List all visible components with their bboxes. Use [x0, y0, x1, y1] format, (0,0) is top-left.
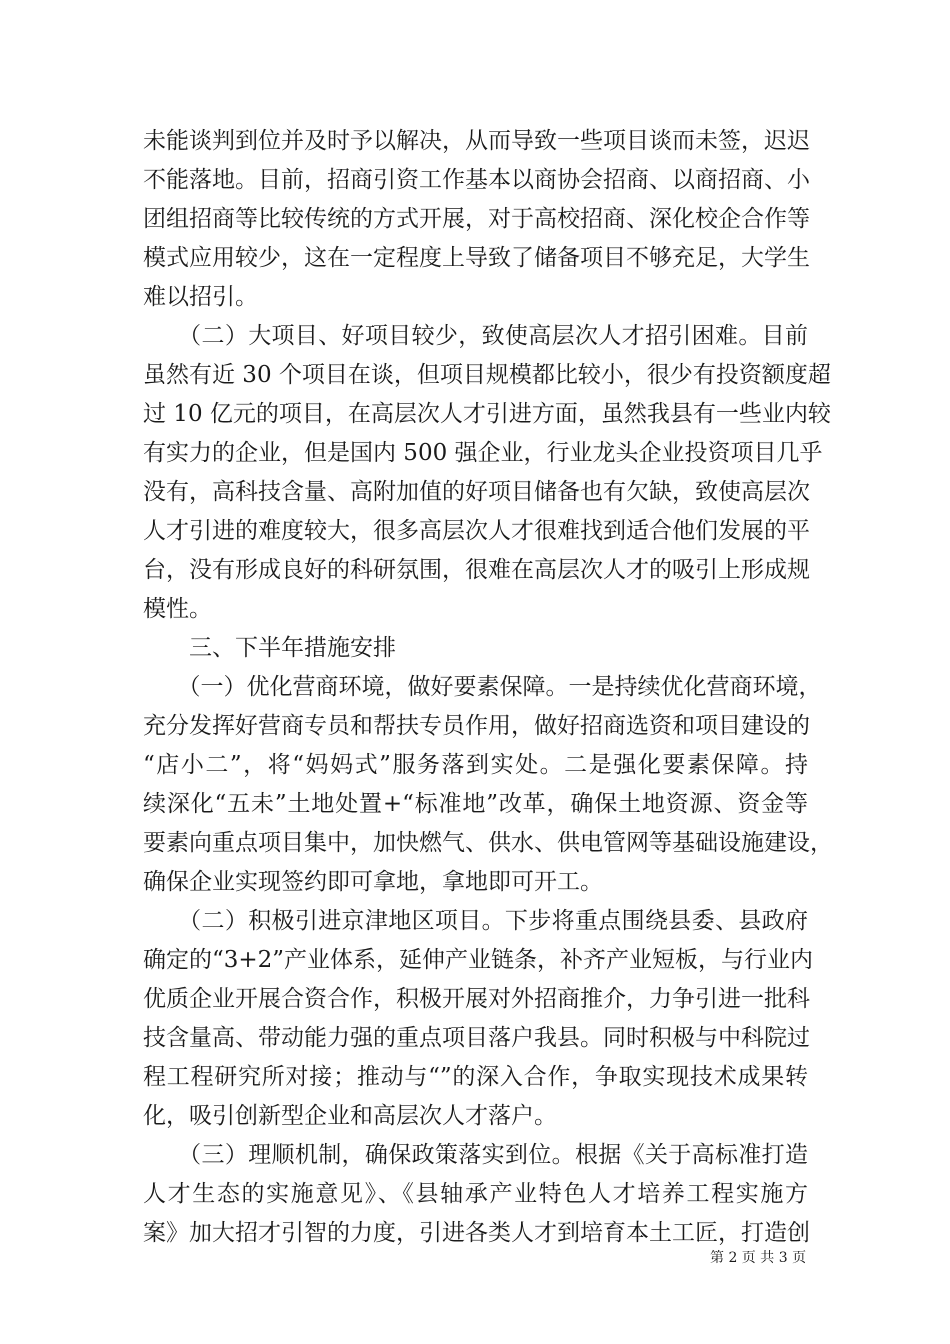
text-line: 充分发挥好营商专员和帮扶专员作用，做好招商选资和项目建设的: [143, 713, 810, 739]
text-line: 技含量高、带动能力强的重点项目落户我县。同时积极与中科院过: [143, 1025, 810, 1051]
text-line: 团组招商等比较传统的方式开展，对于高校招商、深化校企合作等: [143, 206, 810, 232]
text-line: 要素向重点项目集中，加快燃气、供水、供电管网等基础设施建设，: [143, 830, 833, 856]
page-number: 第 2 页 共 3 页: [710, 1250, 807, 1266]
text-line: 难以招引。: [143, 284, 258, 310]
text-line: 优质企业开展合资合作，积极开展对外招商推介，力争引进一批科: [143, 986, 810, 1012]
text-line: 未能谈判到位并及时予以解决，从而导致一些项目谈而未签，迟迟: [143, 128, 810, 154]
text-line: 模式应用较少，这在一定程度上导致了储备项目不够充足，大学生: [143, 245, 810, 271]
text-line: 人才引进的难度较大，很多高层次人才很难找到适合他们发展的平: [143, 518, 810, 544]
text-line: 过 10 亿元的项目，在高层次人才引进方面，虽然我县有一些业内较: [143, 401, 831, 427]
text-line: 化，吸引创新型企业和高层次人才落户。: [143, 1103, 557, 1129]
text-line: 有实力的企业，但是国内 500 强企业，行业龙头企业投资项目几乎: [143, 440, 823, 466]
text-line: “店小二”，将“妈妈式”服务落到实处。二是强化要素保障。持: [143, 752, 808, 778]
text-line: （二）积极引进京津地区项目。下步将重点围绕县委、县政府: [143, 908, 808, 934]
text-line: 模性。: [143, 596, 212, 622]
text-line: 虽然有近 30 个项目在谈，但项目规模都比较小，很少有投资额度超: [143, 362, 831, 388]
text-line: 案》加大招才引智的力度，引进各类人才到培育本土工匠，打造创: [143, 1220, 810, 1246]
text-line: （三）理顺机制，确保政策落实到位。根据《关于高标准打造: [143, 1142, 808, 1168]
document-body: [143, 122, 833, 1253]
text-line: 人才生态的实施意见》、《县轴承产业特色人才培养工程实施方: [143, 1181, 808, 1207]
text-line: 没有，高科技含量、高附加值的好项目储备也有欠缺，致使高层次: [143, 479, 810, 505]
text-line: （二）大项目、好项目较少，致使高层次人才招引困难。目前: [143, 323, 808, 349]
text-line: 台，没有形成良好的科研氛围，很难在高层次人才的吸引上形成规: [143, 557, 810, 583]
text-line: 确保企业实现签约即可拿地，拿地即可开工。: [143, 869, 603, 895]
text-line: 续深化“五未”土地处置+“标准地”改革，确保土地资源、资金等: [143, 791, 808, 817]
text-line: 程工程研究所对接；推动与“”的深入合作，争取实现技术成果转: [143, 1064, 808, 1090]
text-line: 确定的“3+2”产业体系，延伸产业链条，补齐产业短板，与行业内: [143, 947, 814, 973]
section-heading: 三、下半年措施安排: [143, 635, 396, 661]
text-line: 不能落地。目前，招商引资工作基本以商协会招商、以商招商、小: [143, 167, 810, 193]
text-line: （一）优化营商环境，做好要素保障。一是持续优化营商环境，: [143, 674, 822, 700]
